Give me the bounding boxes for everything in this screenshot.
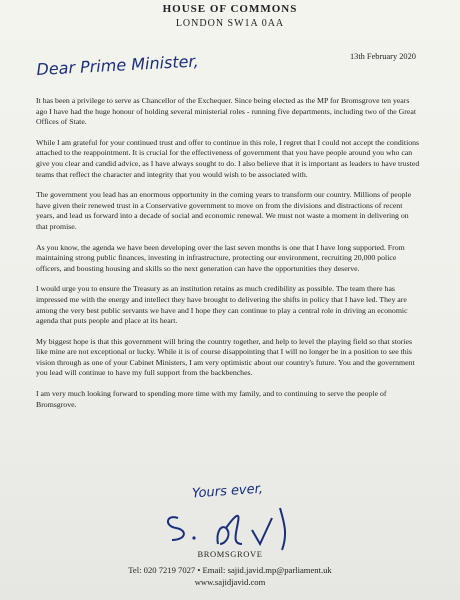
letterhead-title: HOUSE OF COMMONS [162,3,298,15]
handwritten-salutation: Dear Prime Minister, [36,51,200,79]
signature-name: BROMSGROVE [197,549,263,559]
paragraph: While I am grateful for your continued trust and offer to continue in this role, I regret that I could not accept the conditions attached to the reappointment. It is crucial for the effectiveness of government that you have people around you who can give you clear and candid advice, as I have always sought to do. I also believe that it is important as leaders to have trusted teams that reflect the character and integrity that you would wish to be associated with. [36,137,420,179]
website-link[interactable]: www.sajidjavid.com [194,577,266,587]
contact-footer [0,564,460,588]
paragraph: As you know, the agenda we have been developing over the last seven months is one that I have long supported. From maintaining strong public finances, investing in infrastructure, protecting our environment, recruiting 20,000 police officers, and boosting housing and skills so the next generation can have the opportunities they deserve. [36,242,405,273]
contact-line: Tel: 020 7219 7027 • Email: sajid.javid.mp@parliament.uk [128,565,332,575]
letterhead [0,2,460,30]
letterhead-address: LONDON SW1A 0AA [175,18,285,29]
paragraph: I am very much looking forward to spending more time with my family, and to continuing to serve the people of Bromsgrove. [36,389,387,409]
signature-scribble [160,504,330,552]
paragraph: It has been a privilege to serve as Chancellor of the Exchequer. Since being elected as the MP for Bromsgrove ten years ago I have had the huge honour of holding several ministerial roles - running five departments, including two of the Great Offices of State. [36,96,416,127]
paragraph: I would urge you to ensure the Treasury as an institution retains as much credibility as possible. The team there has impressed me with the energy and intellect they have brought to delivering the shifts in policy that I have led. They are among the very best public servants we have and I hope they can continue to play a central role in driving an economic agenda that puts people and place at its heart. [36,284,408,326]
letter-body [36,96,422,420]
paragraph: My biggest hope is that this government will bring the country together, and help to level the playing field so that stories like mine are not exceptional or lucky. While it is of course disappointing that I will no longer be in a position to see this vision through as one of your Cabinet Ministers, I am very optimistic about our country's future. You and the government you lead will continue to have my full support from the backbenches. [36,336,415,378]
handwritten-signoff: Yours ever, [191,481,264,502]
letter-date: 13th February 2020 [349,52,416,61]
paragraph: The government you lead has an enormous opportunity in the coming years to transform our country. Millions of people have given their renewed trust in a Conservative government to move on from the divisions and distractions of recent years, and lead us forward into a decade of social and economic renewal. We must not waste a moment in delivering on that promise. [36,190,412,231]
